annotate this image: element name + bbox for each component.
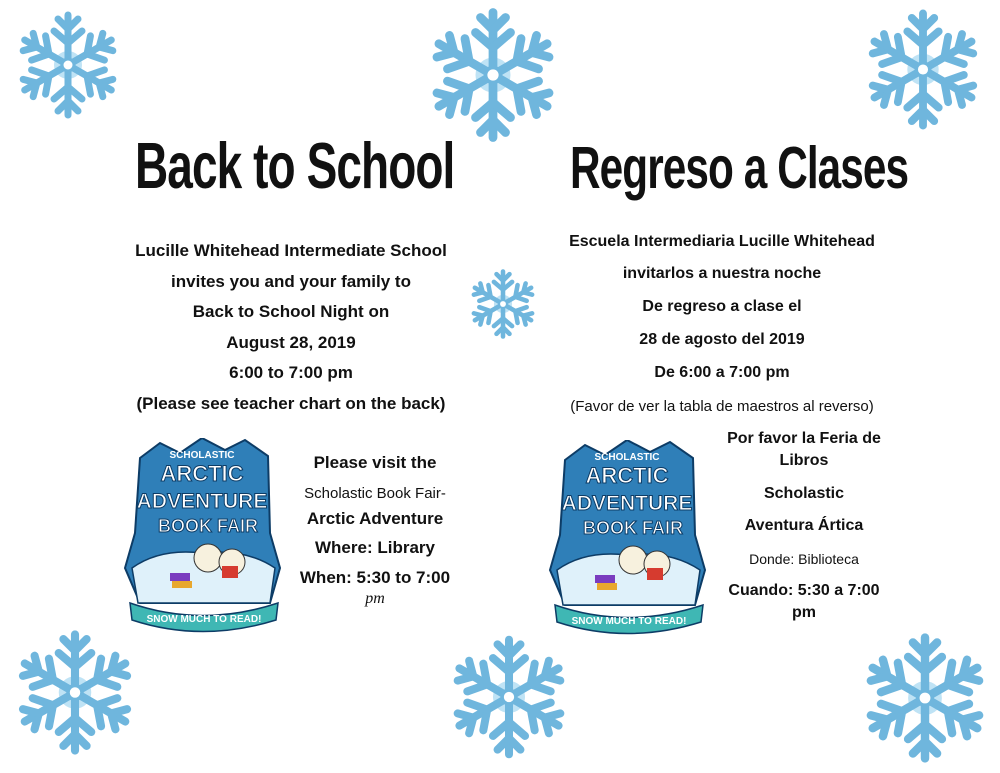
snowflake-icon: [858, 2, 988, 137]
logo-line1: SCHOLASTIC: [169, 450, 235, 461]
spanish-date: 28 de agosto del 2019: [639, 331, 805, 348]
spanish-when-1: Cuando: 5:30 a 7:00: [728, 582, 880, 599]
spanish-time: De 6:00 a 7:00 pm: [654, 364, 790, 381]
snowflake-icon: [852, 628, 998, 768]
spanish-event: De regreso a clase el: [642, 298, 802, 315]
english-time: 6:00 to 7:00 pm: [229, 363, 353, 382]
logo-line4: BOOK FAIR: [582, 518, 684, 538]
english-where: Where: Library: [315, 538, 435, 557]
snowflake-icon: [443, 626, 575, 768]
spanish-title: Regreso a Clases: [570, 133, 909, 201]
logo-banner: SNOW MUCH TO READ!: [146, 614, 262, 625]
spanish-note: (Favor de ver la tabla de maestros al reverso): [570, 398, 874, 415]
english-school: Lucille Whitehead Intermediate School: [135, 241, 447, 260]
spanish-visit-1: Por favor la Feria de: [727, 430, 881, 447]
spanish-fair-name: Aventura Ártica: [744, 517, 864, 534]
snowflake-icon: [466, 265, 540, 343]
english-date: August 28, 2019: [226, 333, 356, 352]
logo-line1: SCHOLASTIC: [594, 452, 660, 463]
snowflake-icon: [10, 620, 140, 765]
spanish-fair: Scholastic: [763, 485, 845, 502]
book-fair-logo: [120, 438, 285, 638]
english-title: Back to School: [135, 129, 455, 203]
spanish-where: Donde: Biblioteca: [749, 551, 859, 567]
logo-line4: BOOK FAIR: [157, 516, 259, 536]
english-note: (Please see teacher chart on the back): [136, 394, 446, 413]
english-fair: Scholastic Book Fair-: [304, 485, 446, 502]
book-fair-logo: [545, 440, 710, 640]
logo-banner: SNOW MUCH TO READ!: [571, 616, 687, 627]
english-when-pm: pm: [365, 590, 385, 607]
english-visit: Please visit the: [313, 453, 437, 472]
logo-line3: ADVENTURE: [136, 490, 268, 513]
english-invite: invites you and your family to: [171, 272, 411, 291]
spanish-invite: invitarlos a nuestra noche: [622, 265, 822, 282]
spanish-school: Escuela Intermediaria Lucille Whitehead: [569, 233, 875, 250]
english-event: Back to School Night on: [192, 302, 390, 321]
spanish-when-2: pm: [792, 604, 816, 621]
english-when: When: 5:30 to 7:00: [299, 568, 451, 587]
snowflake-icon: [12, 3, 124, 127]
logo-line2: ARCTIC: [160, 461, 244, 486]
english-fair-name: Arctic Adventure: [306, 509, 444, 528]
logo-line2: ARCTIC: [585, 463, 669, 488]
spanish-visit-2: Libros: [779, 452, 829, 469]
logo-line3: ADVENTURE: [561, 492, 693, 515]
